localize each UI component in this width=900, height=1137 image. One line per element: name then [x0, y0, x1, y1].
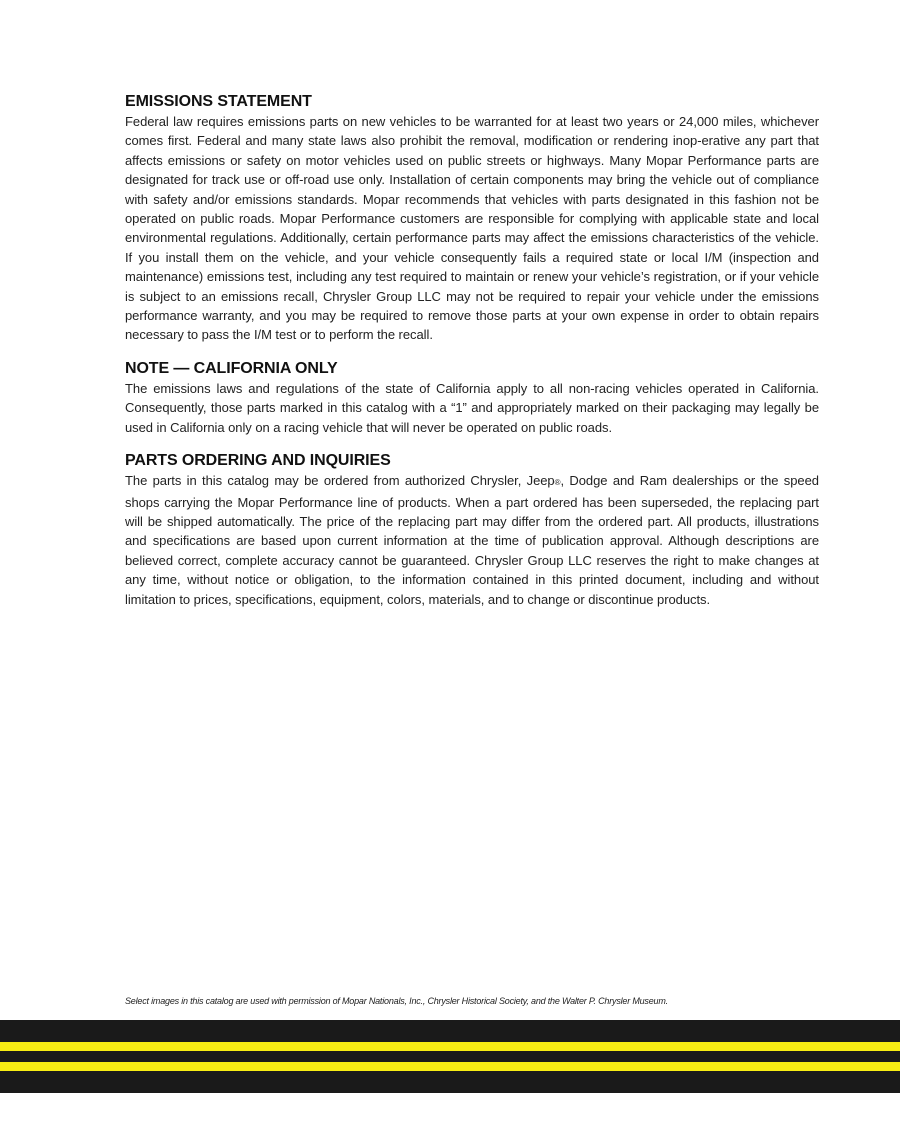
body-text-after-mark: , Dodge and Ram dealerships or the speed shops carrying the Mopar Performance line of products. When a part ordered has been superseded, the replacing part will be shipped automatically. The price of the replacing part may differ from the ordered part. All products, illustrations and specifications are based upon current information at the time of publication approval. Although descriptions are believed correct, complete accuracy cannot be guaranteed. Chrysler Group LLC reserves the right to make changes at any time, without notice or obligation, to the information contained in this printed document, including and without limitation to prices, specifications, equipment, colors, materials, and to change or discontinue products. [125, 473, 819, 607]
section-body: Federal law requires emissions parts on new vehicles to be warranted for at least two years or 24,000 miles, whichever comes first. Federal and many state laws also prohibit the removal, modification or rendering inop-erative any part that affects emissions or safety on motor vehicles used on public streets or highways. Many Mopar Performance parts are designated for track use or off-road use only. Installation of certain components may bring the vehicle out of compliance with safety and/or emissions standards. Mopar recommends that vehicles with parts designated in this fashion not be operated on public roads. Mopar Performance customers are responsible for complying with applicable state and local environmental regulations. Additionally, certain performance parts may affect the emissions characteristics of the vehicle. If you install them on the vehicle, and your vehicle consequently fails a required state or local I/M (inspection and maintenance) emissions test, including any test required to maintain or renew your vehicle’s registration, or if your vehicle is subject to an emissions recall, Chrysler Group LLC may not be required to repair your vehicle under the emissions performance warranty, and you may be required to remove those parts at your own expense in order to obtain repairs necessary to pass the I/M test or to perform the recall. [125, 114, 819, 343]
registered-mark: ® [554, 478, 561, 488]
section-emissions-statement [125, 92, 819, 345]
section-body [125, 471, 819, 609]
section-title: PARTS ORDERING AND INQUIRIES [125, 452, 391, 470]
stripe-dark-bottom [0, 1071, 900, 1093]
stripe-dark-top [0, 1020, 900, 1042]
stripe-dark-middle [0, 1051, 900, 1062]
image-credits-footnote: Select images in this catalog are used with permission of Mopar Nationals, Inc., Chrysler Historical Society, and the Walter P. Chrysler Museum. [125, 996, 668, 1006]
stripe-yellow-top [0, 1042, 900, 1051]
document-body [125, 92, 819, 623]
section-title: NOTE — CALIFORNIA ONLY [125, 359, 338, 377]
section-title: EMISSIONS STATEMENT [125, 93, 312, 110]
body-text-before-mark: The parts in this catalog may be ordered from authorized Chrysler, Jeep [125, 473, 555, 489]
section-california-note [125, 359, 819, 437]
section-parts-ordering [125, 451, 819, 609]
footer-stripe-band [0, 1020, 900, 1093]
stripe-yellow-bottom [0, 1062, 900, 1071]
section-body: The emissions laws and regulations of the state of California apply to all non-racing vehicles operated in California. Consequently, those parts marked in this catalog with a “1” and appropriately marked on their packaging may legally be used in California only on a racing vehicle that will never be operated on public roads. [125, 380, 819, 435]
